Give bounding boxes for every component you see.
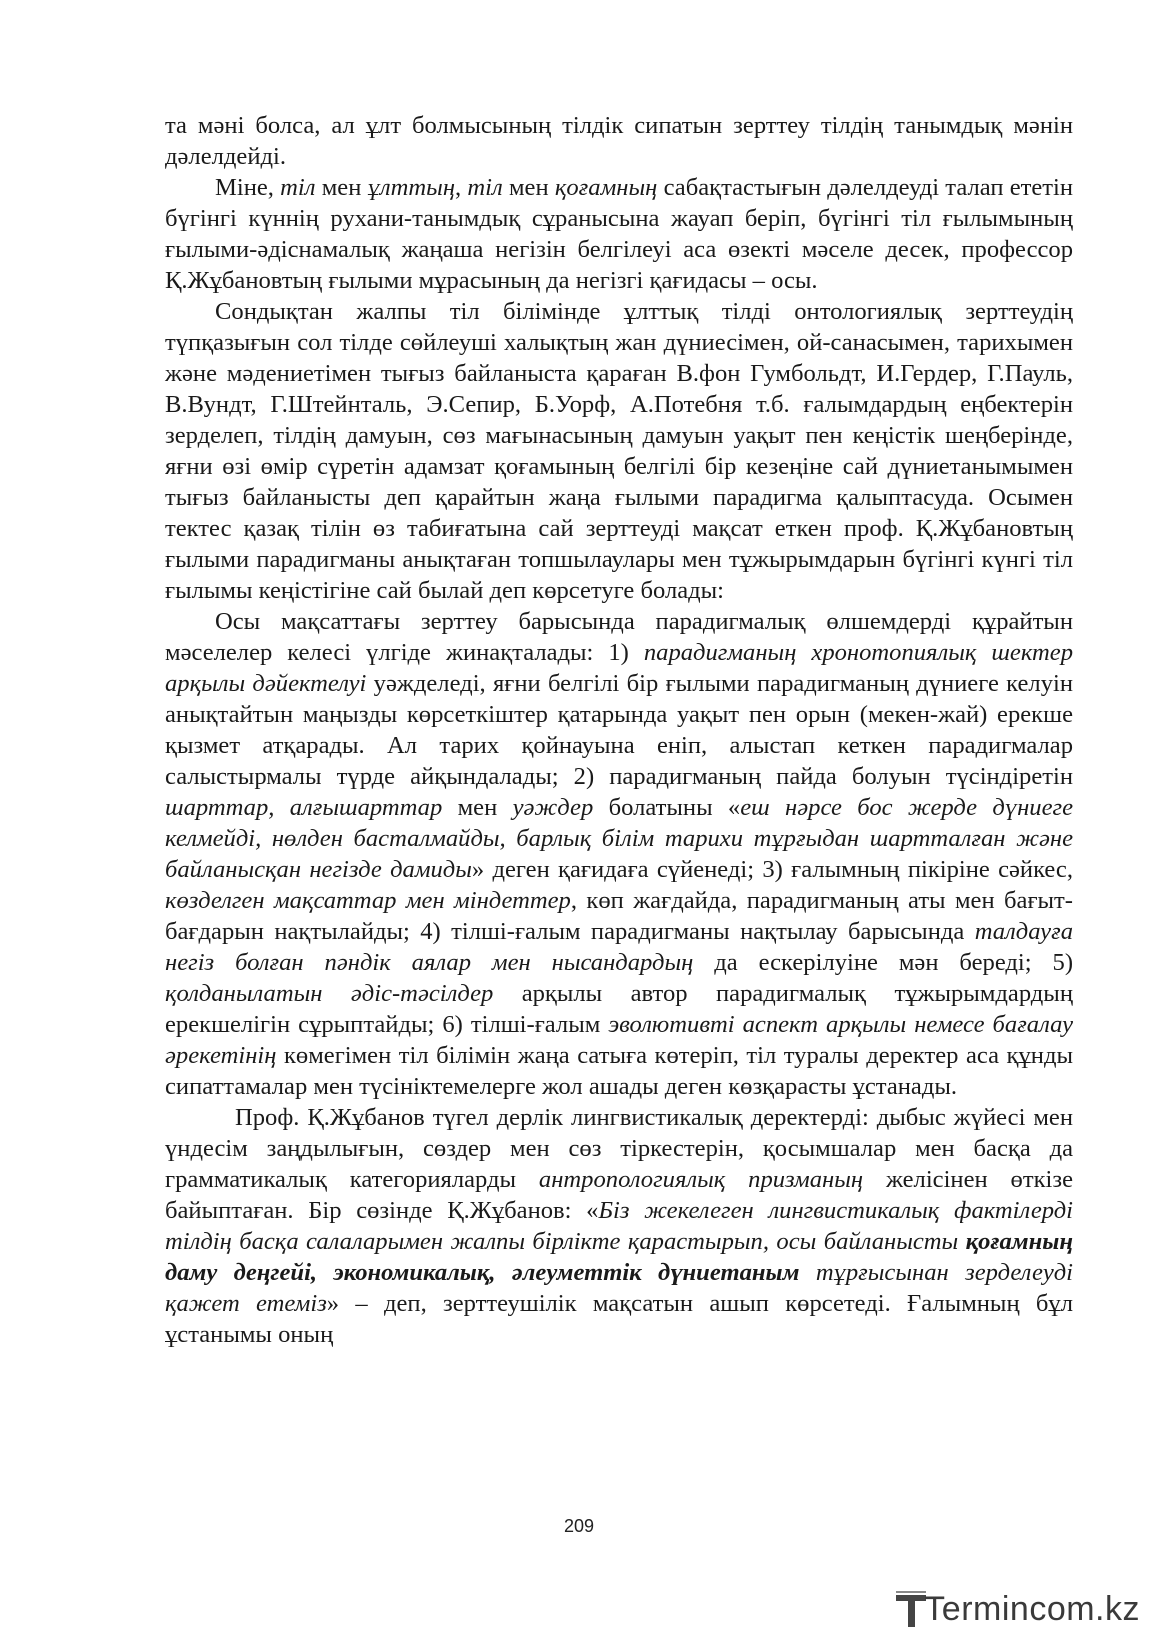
text-run: » деген қағидаға сүйенеді; 3) ғалымның пікіріне сәйкес, — [471, 856, 1073, 883]
text-run: арқылы автор парадигмалық тұжырымдардың ерекшелігін сұрыптайды; 6) тілші-ғалым — [165, 980, 1073, 1038]
italic-text: көзделген мақсаттар мен міндеттер — [165, 887, 571, 914]
page-number: 209 — [563, 1516, 595, 1536]
document-body — [165, 110, 1073, 1350]
text-run: Міне, — [215, 174, 281, 201]
text-run: » – деп, зерттеушілік мақсатын ашып көрсетеді. Ғалымның бұл ұстанымы оның — [165, 1290, 1073, 1348]
italic-text: уәждер — [512, 794, 594, 821]
italic-text: эволютивті аспект арқылы немесе бағалау әрекетінің — [165, 1011, 1073, 1069]
italic-text: қоғамның — [554, 174, 658, 201]
text-run: мен — [315, 174, 368, 201]
italic-text: парадигманың хронотопиялық шектер арқылы дәйектелуі — [165, 639, 1073, 697]
italic-text: антропологиялық призманың — [538, 1166, 864, 1193]
watermark-text: Termincom.kz — [924, 1590, 1140, 1628]
italic-text: тұрғысынан зерделеуді қажет етеміз — [165, 1259, 1073, 1317]
text-run: Сондықтан жалпы тіл білімінде ұлттық тілді онтологиялық зерттеудің түпқазығын сол тілде сөйлеуші халықтың жан дүниесімен, ой-санасымен, тарихымен және мәдениетімен тығыз байланыста қараған В.фон Гумбольдт, И.Гердер, Г.Пауль, В.Вундт, Г.Штейнталь, Э.Сепир, Б.Уорф, А.Потебня т.б. ғалымдардың еңбектерін зерделеп, тілдің дамуын, сөз мағынасының дамуын уақыт пен кеңістік шеңберінде, яғни өзі өмір сүретін адамзат қоғамының белгілі бір кезеңіне сай дүниетанымымен тығыз байланысты деп қарайтын жаңа ғылыми парадигма қалыптасуда. Осымен тектес қазақ тілін өз табиғатына сай зерттеуді мақсат еткен проф. Қ.Жұбановтың ғылыми парадигманы анықтаған топшылаулары мен тұжырымдарын бүгінгі күнгі тіл ғылымы кеңістігіне сай былай деп көрсетуге болады: — [165, 298, 1073, 604]
text-run: , — [455, 174, 468, 201]
italic-text: ұлттың — [367, 174, 456, 201]
text-run: да ескерілуіне мән береді; 5) — [693, 949, 1074, 976]
text-run: желісінен өткізе байыптаған. Бір сөзінде Қ.Жұбанов: « — [165, 1166, 1073, 1224]
text-run: болатыны « — [593, 794, 741, 821]
text-run: Осы мақсаттағы зерттеу барысында парадигмалық өлшемдерді құрайтын мәселелер келесі үлгіде жинақталады: 1) — [165, 608, 1073, 666]
paragraph — [165, 172, 1073, 296]
italic-text: талдауға негіз болған пәндік аялар мен нысандардың — [165, 918, 1073, 976]
paragraph — [165, 110, 1073, 172]
italic-text: тіл — [467, 174, 503, 201]
text-run: уәжделеді, яғни белгілі бір ғылыми парадигманың дүниеге келуін анықтайтын маңызды көрсеткіштер қатарында уақыт пен орын (мекен-жай) ерекше қызмет атқарады. Ал тарих қойнауына еніп, алыстап кеткен парадигмалар салыстырмалы түрде айқындалады; 2) парадигманың пайда болуын түсіндіретін — [165, 670, 1073, 790]
paragraph — [165, 296, 1073, 606]
text-run: мен — [502, 174, 555, 201]
text-run: , көп жағдайда, парадигманың аты мен бағыт-бағдарын нақтылайды; 4) тілші-ғалым парадигманы нақтылау барысында — [165, 887, 1073, 945]
text-run: көмегімен тіл білімін жаңа сатыға көтеріп, тіл туралы деректер аса құнды сипаттамалар мен түсініктемелерге жол ашады деген көзқарасты ұстанады. — [165, 1042, 1073, 1100]
bold-italic-text: қоғамның даму деңгейі, экономикалық, әлеуметтік дүниетаным — [165, 1228, 1073, 1286]
italic-text: тіл — [280, 174, 316, 201]
text-run: та мәні болса, ал ұлт болмысының тілдік сипатын зерттеу тілдің танымдық мәнін дәлелдейді. — [165, 112, 1073, 170]
italic-text: Біз жекелеген лингвистикалық фактілерді тілдің басқа салаларымен жалпы бірлікте қарастырып, осы байланысты — [165, 1197, 1074, 1255]
paragraph — [165, 1102, 1073, 1350]
text-run: сабақтастығын дәлелдеуді талап ететін бүгінгі күннің рухани-танымдық сұранысына жауап беріп, бүгінгі тіл ғылымының ғылыми-әдіснамалық жаңаша негізін белгілеуі аса өзекті мәселе десек, профессор Қ.Жұбановтың ғылыми мұрасының да негізгі қағидасы – осы. — [165, 174, 1074, 294]
text-run: мен — [442, 794, 513, 821]
paragraph — [165, 606, 1073, 1102]
italic-text: еш нәрсе бос жерде дүниеге келмейді, нөлден басталмайды, барлық білім тарихи тұрғыдан шартталған және байланысқан негізде дамиды — [165, 794, 1074, 883]
italic-text: шарттар, алғышарттар — [165, 794, 443, 821]
watermark-logo — [894, 1589, 1140, 1629]
italic-text: қолданылатын әдіс-тәсілдер — [165, 980, 494, 1007]
text-run: Проф. Қ.Жұбанов түгел дерлік лингвистикалық деректерді: дыбыс жүйесі мен үндесім заңдылығын, сөздер мен сөз тіркестерін, қосымшалар мен басқа да грамматикалық категорияларды — [165, 1104, 1073, 1193]
